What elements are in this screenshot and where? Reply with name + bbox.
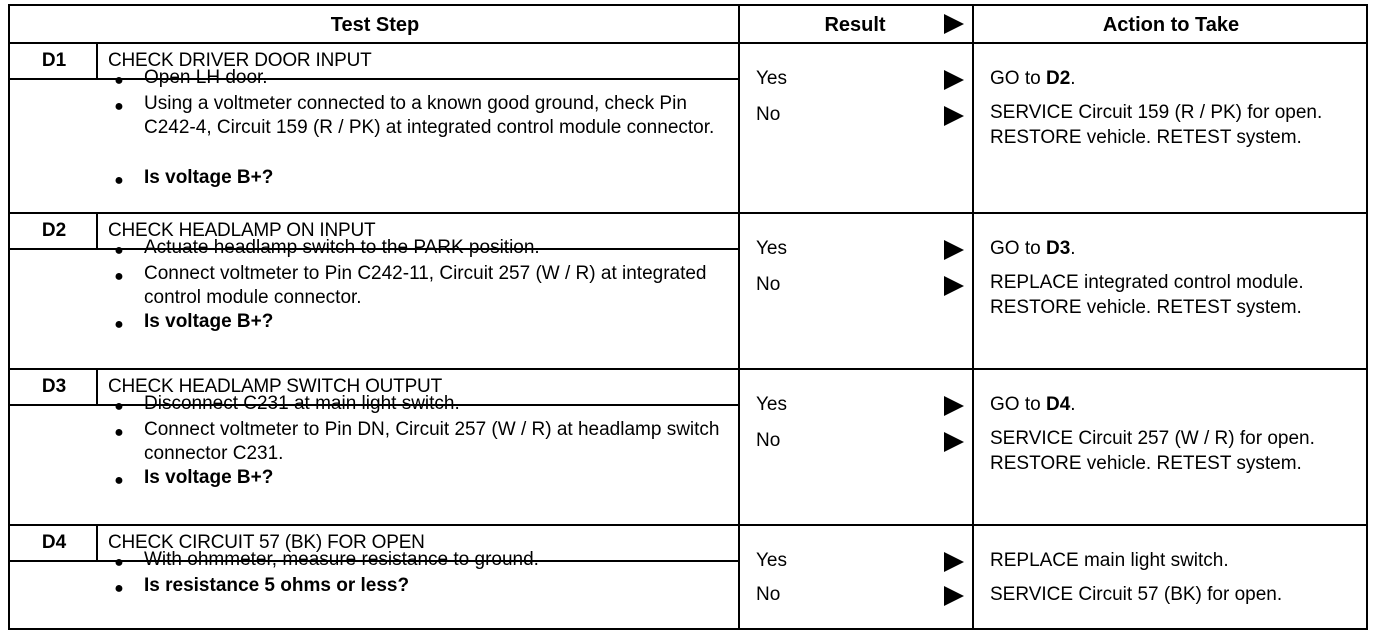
result-arrow-icon — [944, 70, 964, 90]
step-title: CHECK HEADLAMP SWITCH OUTPUT — [108, 376, 442, 397]
action-text — [990, 66, 1362, 91]
bullet-icon: ● — [114, 398, 124, 415]
diagnostic-table — [8, 4, 1368, 630]
step-instruction: Actuate headlamp switch to the PARK position. — [144, 237, 540, 258]
header-action: Action to Take — [1102, 14, 1240, 36]
step-id-divider — [96, 212, 98, 248]
step-id: D1 — [41, 50, 67, 71]
step-instruction: Using a voltmeter connected to a known good ground, check Pin C242-4, Circuit 159 (R / PK) at integrated control module connector. — [144, 93, 715, 138]
action-step-ref: D3 — [1045, 238, 1071, 259]
step-instruction: Is voltage B+? — [144, 467, 274, 488]
divider-action — [972, 6, 974, 628]
step-id: D2 — [41, 220, 67, 241]
step-divider — [10, 524, 1366, 526]
action-prefix: SERVICE Circuit 257 (W / R) for open. RESTORE vehicle. RETEST system. — [990, 428, 1315, 474]
action-prefix: GO to — [990, 238, 1046, 259]
action-text — [990, 270, 1362, 320]
result-label: No — [756, 584, 781, 605]
result-label: No — [756, 274, 781, 295]
action-prefix: REPLACE main light switch. — [990, 550, 1229, 571]
action-step-ref: D4 — [1045, 394, 1071, 415]
bullet-icon: ● — [114, 424, 124, 441]
step-title: CHECK HEADLAMP ON INPUT — [108, 220, 376, 241]
action-prefix: SERVICE Circuit 57 (BK) for open. — [990, 584, 1283, 605]
step-id: D4 — [41, 532, 67, 553]
header-arrow-icon — [944, 14, 964, 34]
step-instruction: With ohmmeter, measure resistance to ground. — [144, 549, 539, 570]
action-prefix: GO to — [990, 68, 1046, 89]
action-text — [990, 392, 1362, 417]
bullet-icon: ● — [114, 72, 124, 89]
step-instruction: Is voltage B+? — [144, 167, 274, 188]
action-suffix: . — [1070, 238, 1076, 259]
result-arrow-icon — [944, 432, 964, 452]
action-suffix: . — [1070, 68, 1076, 89]
action-text — [990, 100, 1362, 150]
action-prefix: SERVICE Circuit 159 (R / PK) for open. RESTORE vehicle. RETEST system. — [990, 102, 1323, 148]
step-instruction: Open LH door. — [144, 67, 268, 88]
result-arrow-icon — [944, 276, 964, 296]
step-divider — [10, 212, 1366, 214]
action-suffix: . — [1070, 394, 1076, 415]
action-text — [990, 582, 1362, 607]
result-arrow-icon — [944, 396, 964, 416]
result-label: Yes — [756, 238, 787, 259]
result-label: Yes — [756, 550, 787, 571]
result-arrow-icon — [944, 552, 964, 572]
action-step-ref: D2 — [1045, 68, 1071, 89]
result-label: No — [756, 430, 781, 451]
action-prefix: REPLACE integrated control module. RESTORE vehicle. RETEST system. — [990, 272, 1304, 318]
result-arrow-icon — [944, 240, 964, 260]
step-instruction: Is resistance 5 ohms or less? — [144, 575, 410, 596]
step-instruction: Connect voltmeter to Pin DN, Circuit 257 (W / R) at headlamp switch connector C231. — [144, 419, 720, 464]
result-arrow-icon — [944, 586, 964, 606]
result-arrow-icon — [944, 106, 964, 126]
result-label: Yes — [756, 68, 787, 89]
step-divider — [10, 368, 1366, 370]
step-id-divider — [96, 368, 98, 404]
step-id-divider — [96, 42, 98, 78]
action-text — [990, 426, 1362, 476]
step-title: CHECK DRIVER DOOR INPUT — [108, 50, 372, 71]
bullet-icon: ● — [114, 580, 124, 597]
step-id-divider — [96, 524, 98, 560]
result-label: No — [756, 104, 781, 125]
bullet-icon: ● — [114, 98, 124, 115]
bullet-icon: ● — [114, 316, 124, 333]
action-text — [990, 236, 1362, 261]
header-result: Result — [824, 14, 886, 36]
action-prefix: GO to — [990, 394, 1046, 415]
step-instruction: Disconnect C231 at main light switch. — [144, 393, 460, 414]
step-instruction: Connect voltmeter to Pin C242-11, Circuit 257 (W / R) at integrated control module connector. — [144, 263, 707, 308]
result-label: Yes — [756, 394, 787, 415]
step-instruction: Is voltage B+? — [144, 311, 274, 332]
header-test-step: Test Step — [330, 14, 420, 36]
divider-result — [738, 6, 740, 628]
bullet-icon: ● — [114, 172, 124, 189]
bullet-icon: ● — [114, 554, 124, 571]
bullet-icon: ● — [114, 472, 124, 489]
bullet-icon: ● — [114, 268, 124, 285]
step-title: CHECK CIRCUIT 57 (BK) FOR OPEN — [108, 532, 425, 553]
step-id: D3 — [41, 376, 67, 397]
header-divider — [10, 42, 1366, 44]
action-text — [990, 548, 1362, 573]
bullet-icon: ● — [114, 242, 124, 259]
